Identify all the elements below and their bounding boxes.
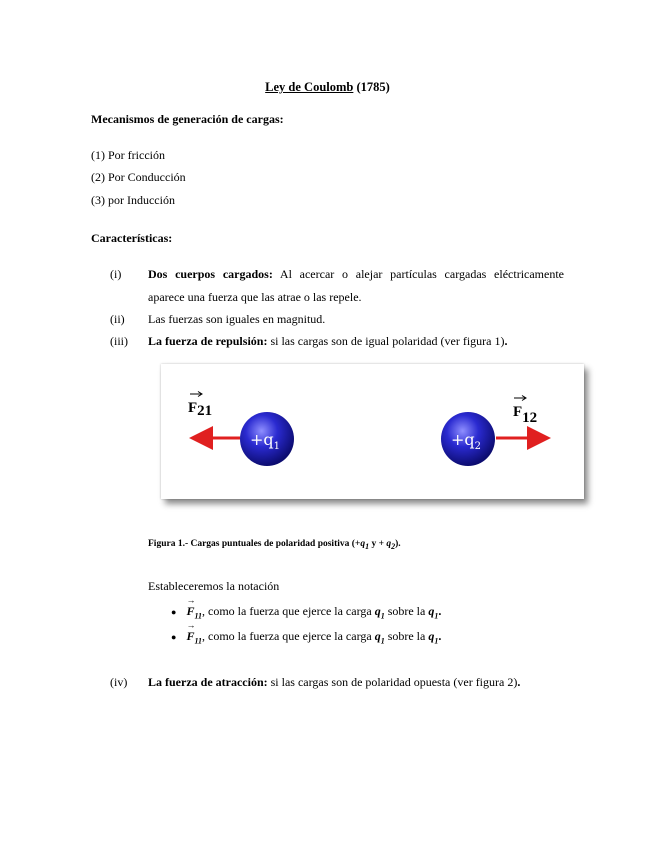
caption-q2: q (386, 539, 392, 549)
item-text: Las fuerzas son iguales en magnitud. (148, 312, 326, 326)
notation-intro: Estableceremos la notación (148, 579, 280, 593)
vector-base: F (186, 629, 195, 643)
item-number: (iv) (110, 675, 128, 689)
charge-label-right: $+q_2$ (451, 430, 482, 452)
mechanisms-heading: Mecanismos de generación de cargas: (91, 112, 284, 126)
mechanism-item: (1) Por fricción (91, 148, 165, 162)
charge-a (374, 604, 385, 621)
item-number: (ii) (110, 312, 125, 326)
vector-base: F (186, 604, 195, 618)
vector-sub: 11 (194, 611, 203, 621)
bullet-dot: ● (171, 632, 177, 642)
charge-b (428, 604, 439, 621)
item-bold: Dos cuerpos cargados: (148, 267, 273, 281)
vector-symbol (186, 629, 203, 646)
caption-q2-sub: 2 (391, 541, 396, 551)
item-bold: La fuerza de atracción: (148, 675, 268, 689)
caption-mid: y + (369, 539, 387, 549)
bullet-dot: ● (171, 607, 177, 617)
bullet-text: , como la fuerza que ejerce la carga (202, 604, 375, 618)
mechanism-item: (3) por Inducción (91, 193, 175, 207)
charge-a-base: q (374, 629, 381, 643)
item-text (148, 334, 508, 349)
caption-suffix: ). (395, 539, 401, 549)
charge-a-base: q (374, 604, 381, 618)
item-body: si las cargas son de polaridad opuesta (ver figura 2) (267, 675, 518, 689)
figure-svg (161, 364, 584, 499)
mechanism-item: (2) Por Conducción (91, 170, 186, 184)
charge-b-base: q (428, 604, 435, 618)
charge-a (374, 629, 385, 646)
item-text (148, 675, 520, 690)
item-body: si las cargas son de igual polaridad (ver figura 1) (267, 334, 505, 348)
bullet-mid: sobre la (384, 604, 429, 618)
title-year: (1785) (353, 80, 390, 94)
bullet-mid: sobre la (384, 629, 429, 643)
figure-repulsion (161, 364, 584, 499)
charge-b-base: q (428, 629, 435, 643)
bullet-end: . (438, 604, 442, 618)
title-underlined: Ley de Coulomb (265, 80, 354, 94)
figure-caption (148, 539, 401, 551)
item-number: (iii) (110, 334, 128, 348)
caption-q1: +q (354, 539, 366, 549)
item-text-continued: aparece una fuerza que las atrae o las repele. (148, 290, 362, 304)
bullet-text: , como la fuerza que ejerce la carga (202, 629, 375, 643)
charge-label-left: $+q_1$ (250, 430, 281, 452)
characteristics-heading: Características: (91, 231, 173, 245)
charge-b-sub: 1 (434, 611, 439, 621)
notation-bullet (171, 629, 441, 645)
item-text (148, 267, 564, 282)
vector-sub: 11 (194, 636, 203, 646)
charge-a-sub: 1 (380, 636, 385, 646)
item-body: Al acercar o alejar partículas cargadas eléctricamente (272, 267, 565, 281)
page-title (0, 80, 655, 95)
item-end: . (504, 334, 508, 348)
caption-q1-sub: 1 (365, 541, 370, 551)
charge-a-sub: 1 (380, 611, 385, 621)
charge-b (428, 629, 439, 646)
item-number: (i) (110, 267, 122, 281)
charge-b-sub: 1 (434, 636, 439, 646)
vector-symbol (186, 604, 203, 621)
item-bold: La fuerza de repulsión: (148, 334, 268, 348)
item-end: . (517, 675, 521, 689)
force-label-right: F12 (513, 404, 538, 426)
bullet-end: . (438, 629, 442, 643)
force-label-left: F21 (188, 400, 213, 419)
caption-prefix: Figura 1.- Cargas puntuales de polaridad positiva ( (148, 539, 355, 549)
notation-bullet (171, 604, 441, 620)
